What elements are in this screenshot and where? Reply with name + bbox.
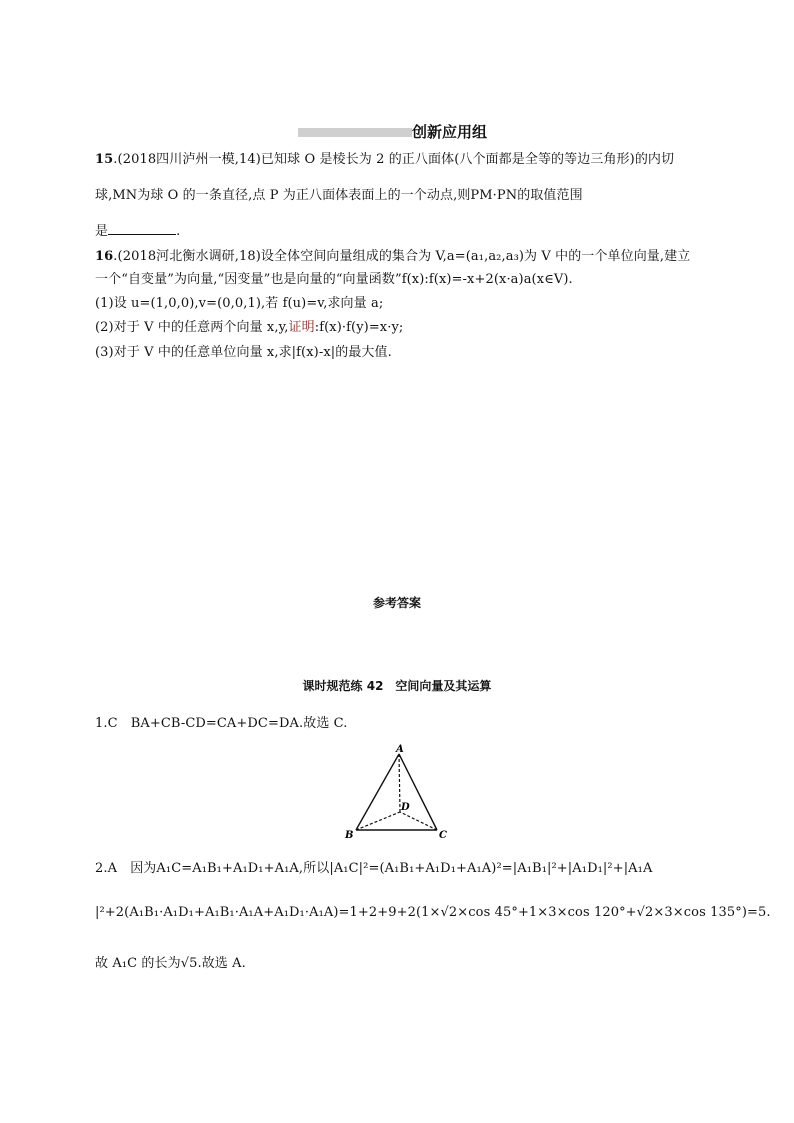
answer-2-line-3: 故 A₁C 的长为√5.故选 A. — [95, 956, 246, 971]
question-16-part-2-a: (2)对于 V 中的任意两个向量 x,y, — [95, 320, 289, 335]
question-16-part-2-b: :f(x)·f(y)=x·y; — [314, 320, 404, 335]
question-15-text-1: .(2018四川泸州一模,14)已知球 O 是棱长为 2 的正八面体(八个面都是全等的等边三角形)的内切 — [113, 152, 675, 167]
vertex-label-A: A — [396, 744, 404, 755]
question-15-text-3: 是 — [95, 224, 109, 239]
answer-blank — [108, 222, 176, 235]
edge-AD — [399, 754, 400, 812]
question-15-number: 15 — [95, 152, 114, 167]
answers-heading: 参考答案 — [372, 596, 421, 610]
question-15-text-3-end: . — [176, 224, 181, 239]
edge-CD — [400, 812, 437, 830]
question-15-text-2: 球,MN为球 O 的一条直径,点 P 为正八面体表面上的一个动点,则PM·PN的取值范围 — [95, 188, 583, 203]
answer-1: 1.C BA+CB-CD=CA+DC=DA.故选 C. — [95, 716, 348, 731]
edge-AB — [356, 754, 399, 830]
lesson-title-wrap — [0, 677, 794, 694]
question-16-part-1: (1)设 u=(1,0,0),v=(0,0,1),若 f(u)=v,求向量 a; — [95, 296, 384, 311]
edge-BD — [356, 812, 400, 830]
question-16-prove-keyword: 证明 — [288, 320, 315, 335]
question-15-line-3 — [95, 220, 180, 239]
question-16-part-2 — [95, 316, 403, 335]
question-16-part-3: (3)对于 V 中的任意单位向量 x,求|f(x)-x|的最大值. — [95, 345, 392, 360]
question-16-text-2: 一个“自变量”为向量,“因变量”也是向量的“向量函数”f(x):f(x)=-x+2(x·a)a(x∈V). — [95, 272, 573, 287]
tetrahedron-figure — [340, 742, 460, 844]
edge-AC — [399, 754, 437, 830]
vertex-label-C: C — [439, 830, 447, 841]
answer-2-line-2: |²+2(A₁B₁·A₁D₁+A₁B₁·A₁A+A₁D₁·A₁A)=1+2+9+2(1×√2×cos 45°+1×3×cos 120°+√2×3×cos 135°)=5. — [95, 905, 771, 920]
section-title-bar — [298, 128, 412, 137]
question-16-line-1 — [95, 245, 690, 264]
lesson-title: 课时规范练 42 空间向量及其运算 — [302, 679, 492, 693]
vertex-label-D: D — [401, 802, 410, 813]
answers-heading-wrap — [0, 594, 794, 611]
section-title: 创新应用组 — [412, 123, 488, 141]
question-15-line-1 — [95, 148, 674, 167]
vertex-label-B: B — [345, 830, 354, 841]
question-16-number: 16 — [95, 249, 114, 264]
question-16-text-1: .(2018河北衡水调研,18)设全体空间向量组成的集合为 V,a=(a₁,a₂,a₃)为 V 中的一个单位向量,建立 — [113, 249, 691, 264]
answer-2-line-1: 2.A 因为A₁C=A₁B₁+A₁D₁+A₁A,所以|A₁C|²=(A₁B₁+A₁D₁+A₁A)²=|A₁B₁|²+|A₁D₁|²+|A₁A — [95, 861, 653, 876]
